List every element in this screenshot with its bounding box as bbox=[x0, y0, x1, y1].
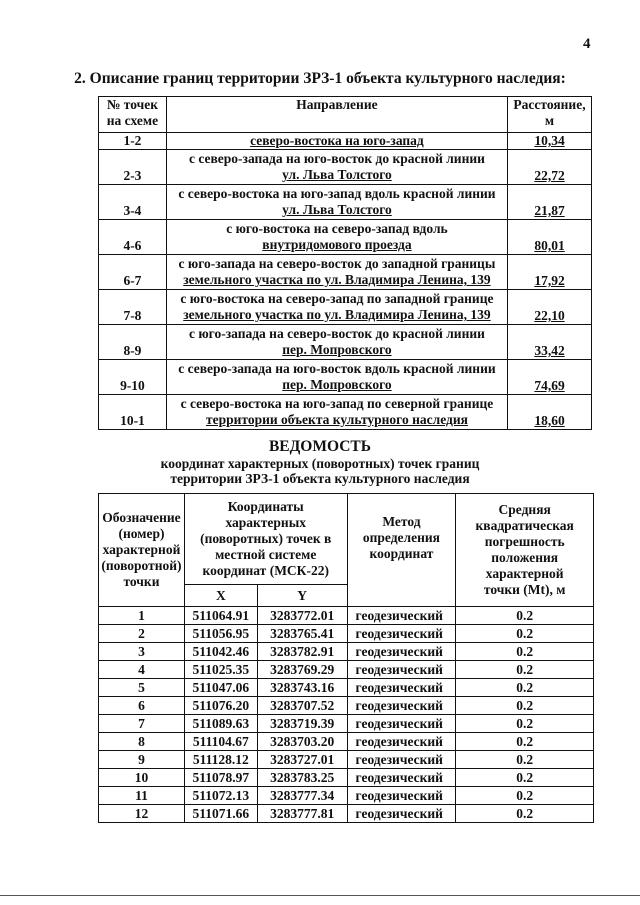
point-number-cell: 12 bbox=[99, 805, 185, 823]
header-line: точки bbox=[123, 574, 160, 589]
distance-cell bbox=[508, 395, 592, 430]
boundary-description-table bbox=[98, 96, 592, 430]
page-number: 4 bbox=[583, 36, 591, 52]
mt-cell: 0.2 bbox=[456, 697, 594, 715]
method-cell: геодезический bbox=[347, 787, 456, 805]
x-coordinate-cell: 511128.12 bbox=[184, 751, 257, 769]
direction-line: северо-востока на юго-запад bbox=[250, 133, 424, 148]
method-cell: геодезический bbox=[347, 607, 456, 625]
header-y: Y bbox=[257, 585, 347, 607]
distance-value: 18,60 bbox=[534, 413, 565, 428]
distance-value: 21,87 bbox=[534, 203, 565, 218]
distance-cell bbox=[508, 360, 592, 395]
direction-line: территории объекта культурного наследия bbox=[205, 412, 468, 427]
direction-cell bbox=[166, 290, 507, 325]
y-coordinate-cell: 3283783.25 bbox=[257, 769, 347, 787]
table-row bbox=[99, 220, 592, 255]
segment-cell: 9-10 bbox=[99, 360, 167, 395]
header-point-line: № точек bbox=[106, 97, 159, 112]
method-cell: геодезический bbox=[347, 661, 456, 679]
direction-cell bbox=[166, 133, 507, 150]
header-line: погрешность bbox=[484, 534, 565, 549]
table-row bbox=[99, 325, 592, 360]
direction-cell bbox=[166, 220, 507, 255]
header-distance-line: м bbox=[544, 113, 555, 128]
point-number-cell: 11 bbox=[99, 787, 185, 805]
method-cell: геодезический bbox=[347, 715, 456, 733]
table-row bbox=[99, 679, 594, 697]
direction-line: земельного участка по ул. Владимира Ленина, 139 bbox=[183, 307, 491, 322]
distance-value: 22,72 bbox=[534, 168, 565, 183]
table-row bbox=[99, 290, 592, 325]
table1-body bbox=[99, 133, 592, 430]
y-coordinate-cell: 3283765.41 bbox=[257, 625, 347, 643]
x-coordinate-cell: 511047.06 bbox=[184, 679, 257, 697]
y-coordinate-cell: 3283727.01 bbox=[257, 751, 347, 769]
segment-cell: 2-3 bbox=[99, 150, 167, 185]
x-coordinate-cell: 511056.95 bbox=[184, 625, 257, 643]
x-coordinate-cell: 511042.46 bbox=[184, 643, 257, 661]
distance-cell bbox=[508, 325, 592, 360]
method-cell: геодезический bbox=[347, 805, 456, 823]
segment-cell: 3-4 bbox=[99, 185, 167, 220]
direction-cell bbox=[166, 395, 507, 430]
table-row bbox=[99, 185, 592, 220]
table-row bbox=[99, 805, 594, 823]
header-line: точки (Mt), м bbox=[483, 582, 566, 597]
header-line: Средняя bbox=[498, 502, 551, 517]
y-coordinate-cell: 3283707.52 bbox=[257, 697, 347, 715]
header-line: Обозначение bbox=[102, 510, 181, 525]
segment-cell: 10-1 bbox=[99, 395, 167, 430]
point-number-cell: 3 bbox=[99, 643, 185, 661]
point-number-cell: 1 bbox=[99, 607, 185, 625]
distance-value: 74,69 bbox=[534, 378, 565, 393]
point-number-cell: 6 bbox=[99, 697, 185, 715]
header-coords bbox=[184, 494, 347, 585]
header-line: координат (МСК-22) bbox=[202, 563, 329, 578]
header-point-line: на схеме bbox=[106, 113, 159, 128]
point-number-cell: 5 bbox=[99, 679, 185, 697]
direction-cell bbox=[166, 150, 507, 185]
header-line: (поворотных) точек в bbox=[200, 531, 332, 546]
direction-line: с юго-запада на северо-восток до западной границы bbox=[178, 256, 496, 271]
table-row bbox=[99, 255, 592, 290]
table-row bbox=[99, 715, 594, 733]
header-x: X bbox=[184, 585, 257, 607]
direction-line: земельного участка по ул. Владимира Ленина, 139 bbox=[183, 272, 491, 287]
table-row bbox=[99, 607, 594, 625]
distance-value: 33,42 bbox=[534, 343, 565, 358]
table-row bbox=[99, 769, 594, 787]
distance-cell bbox=[508, 150, 592, 185]
direction-cell bbox=[166, 185, 507, 220]
point-number-cell: 9 bbox=[99, 751, 185, 769]
coordinates-table bbox=[98, 493, 594, 823]
point-number-cell: 8 bbox=[99, 733, 185, 751]
direction-line: с северо-востока на юго-запад по северной границе bbox=[180, 396, 494, 411]
mt-cell: 0.2 bbox=[456, 769, 594, 787]
header-line: (поворотной) bbox=[101, 558, 182, 573]
table-row bbox=[99, 751, 594, 769]
mt-cell: 0.2 bbox=[456, 625, 594, 643]
point-number-cell: 4 bbox=[99, 661, 185, 679]
header-line: определения bbox=[362, 530, 440, 545]
direction-line: внутридомового проезда bbox=[262, 237, 412, 252]
header-line: характерных bbox=[225, 515, 306, 530]
segment-cell: 8-9 bbox=[99, 325, 167, 360]
mt-cell: 0.2 bbox=[456, 787, 594, 805]
mt-cell: 0.2 bbox=[456, 643, 594, 661]
table2-body bbox=[99, 607, 594, 823]
footer-divider bbox=[0, 895, 640, 896]
distance-value: 17,92 bbox=[534, 273, 565, 288]
table-row bbox=[99, 360, 592, 395]
distance-value: 22,10 bbox=[534, 308, 565, 323]
header-distance-line: Расстояние, bbox=[513, 97, 586, 112]
x-coordinate-cell: 511072.13 bbox=[184, 787, 257, 805]
point-number-cell: 2 bbox=[99, 625, 185, 643]
x-coordinate-cell: 511071.66 bbox=[184, 805, 257, 823]
x-coordinate-cell: 511076.20 bbox=[184, 697, 257, 715]
header-error bbox=[456, 494, 594, 607]
vedomost-subtitle-line: координат характерных (поворотных) точек границ bbox=[160, 456, 480, 471]
distance-cell bbox=[508, 290, 592, 325]
direction-line: ул. Льва Толстого bbox=[282, 202, 392, 217]
header-line: характерной bbox=[102, 542, 181, 557]
distance-cell bbox=[508, 255, 592, 290]
header-method bbox=[347, 494, 456, 607]
x-coordinate-cell: 511078.97 bbox=[184, 769, 257, 787]
header-line: квадратическая bbox=[475, 518, 574, 533]
y-coordinate-cell: 3283777.81 bbox=[257, 805, 347, 823]
method-cell: геодезический bbox=[347, 751, 456, 769]
x-coordinate-cell: 511104.67 bbox=[184, 733, 257, 751]
header-direction: Направление bbox=[166, 97, 507, 133]
y-coordinate-cell: 3283719.39 bbox=[257, 715, 347, 733]
header-line: местной системе bbox=[215, 547, 317, 562]
method-cell: геодезический bbox=[347, 769, 456, 787]
mt-cell: 0.2 bbox=[456, 733, 594, 751]
direction-cell bbox=[166, 325, 507, 360]
direction-line: ул. Льва Толстого bbox=[282, 167, 392, 182]
y-coordinate-cell: 3283703.20 bbox=[257, 733, 347, 751]
header-line: характерной bbox=[485, 566, 564, 581]
method-cell: геодезический bbox=[347, 679, 456, 697]
table-row bbox=[99, 697, 594, 715]
direction-line: пер. Мопровского bbox=[282, 342, 392, 357]
x-coordinate-cell: 511089.63 bbox=[184, 715, 257, 733]
vedomost-subtitle-line: территории ЗРЗ-1 объекта культурного наследия bbox=[170, 471, 470, 486]
direction-line: с юго-запада на северо-восток до красной линии bbox=[188, 326, 485, 341]
header-point bbox=[99, 97, 167, 133]
y-coordinate-cell: 3283772.01 bbox=[257, 607, 347, 625]
segment-cell: 4-6 bbox=[99, 220, 167, 255]
segment-cell: 7-8 bbox=[99, 290, 167, 325]
direction-line: пер. Мопровского bbox=[282, 377, 392, 392]
vedomost-title: ВЕДОМОСТЬ bbox=[268, 438, 372, 455]
method-cell: геодезический bbox=[347, 697, 456, 715]
vedomost-subtitle bbox=[0, 456, 640, 486]
table2-header-row bbox=[99, 494, 594, 585]
x-coordinate-cell: 511025.35 bbox=[184, 661, 257, 679]
y-coordinate-cell: 3283743.16 bbox=[257, 679, 347, 697]
mt-cell: 0.2 bbox=[456, 715, 594, 733]
x-coordinate-cell: 511064.91 bbox=[184, 607, 257, 625]
method-cell: геодезический bbox=[347, 733, 456, 751]
point-number-cell: 10 bbox=[99, 769, 185, 787]
table-row bbox=[99, 395, 592, 430]
distance-cell bbox=[508, 220, 592, 255]
mt-cell: 0.2 bbox=[456, 805, 594, 823]
table-row bbox=[99, 133, 592, 150]
direction-cell bbox=[166, 255, 507, 290]
direction-line: с северо-запада на юго-восток до красной линии bbox=[188, 151, 485, 166]
distance-cell bbox=[508, 185, 592, 220]
method-cell: геодезический bbox=[347, 625, 456, 643]
table1-header-row bbox=[99, 97, 592, 133]
direction-line: с северо-запада на юго-восток вдоль красной линии bbox=[178, 361, 496, 376]
mt-cell: 0.2 bbox=[456, 679, 594, 697]
header-distance bbox=[508, 97, 592, 133]
direction-line: с северо-востока на юго-запад вдоль красной линии bbox=[178, 186, 496, 201]
header-line: Координаты bbox=[227, 499, 304, 514]
mt-cell: 0.2 bbox=[456, 607, 594, 625]
segment-cell: 1-2 bbox=[99, 133, 167, 150]
header-line: Метод bbox=[382, 514, 421, 529]
y-coordinate-cell: 3283769.29 bbox=[257, 661, 347, 679]
table-row bbox=[99, 661, 594, 679]
table-row bbox=[99, 150, 592, 185]
distance-cell bbox=[508, 133, 592, 150]
y-coordinate-cell: 3283777.34 bbox=[257, 787, 347, 805]
header-line: (номер) bbox=[118, 526, 165, 541]
table-row bbox=[99, 643, 594, 661]
mt-cell: 0.2 bbox=[456, 661, 594, 679]
direction-cell bbox=[166, 360, 507, 395]
header-line: положения bbox=[491, 550, 559, 565]
point-number-cell: 7 bbox=[99, 715, 185, 733]
header-line: координат bbox=[369, 546, 434, 561]
section-heading: 2. Описание границ территории ЗРЗ-1 объекта культурного наследия: bbox=[74, 70, 566, 87]
table-row bbox=[99, 787, 594, 805]
direction-line: с юго-востока на северо-запад вдоль bbox=[226, 221, 448, 236]
direction-line: с юго-востока на северо-запад по западной границе bbox=[180, 291, 494, 306]
mt-cell: 0.2 bbox=[456, 751, 594, 769]
table-row bbox=[99, 625, 594, 643]
y-coordinate-cell: 3283782.91 bbox=[257, 643, 347, 661]
table-row bbox=[99, 733, 594, 751]
header-designation bbox=[99, 494, 185, 607]
segment-cell: 6-7 bbox=[99, 255, 167, 290]
method-cell: геодезический bbox=[347, 643, 456, 661]
distance-value: 10,34 bbox=[534, 133, 565, 148]
distance-value: 80,01 bbox=[534, 238, 565, 253]
